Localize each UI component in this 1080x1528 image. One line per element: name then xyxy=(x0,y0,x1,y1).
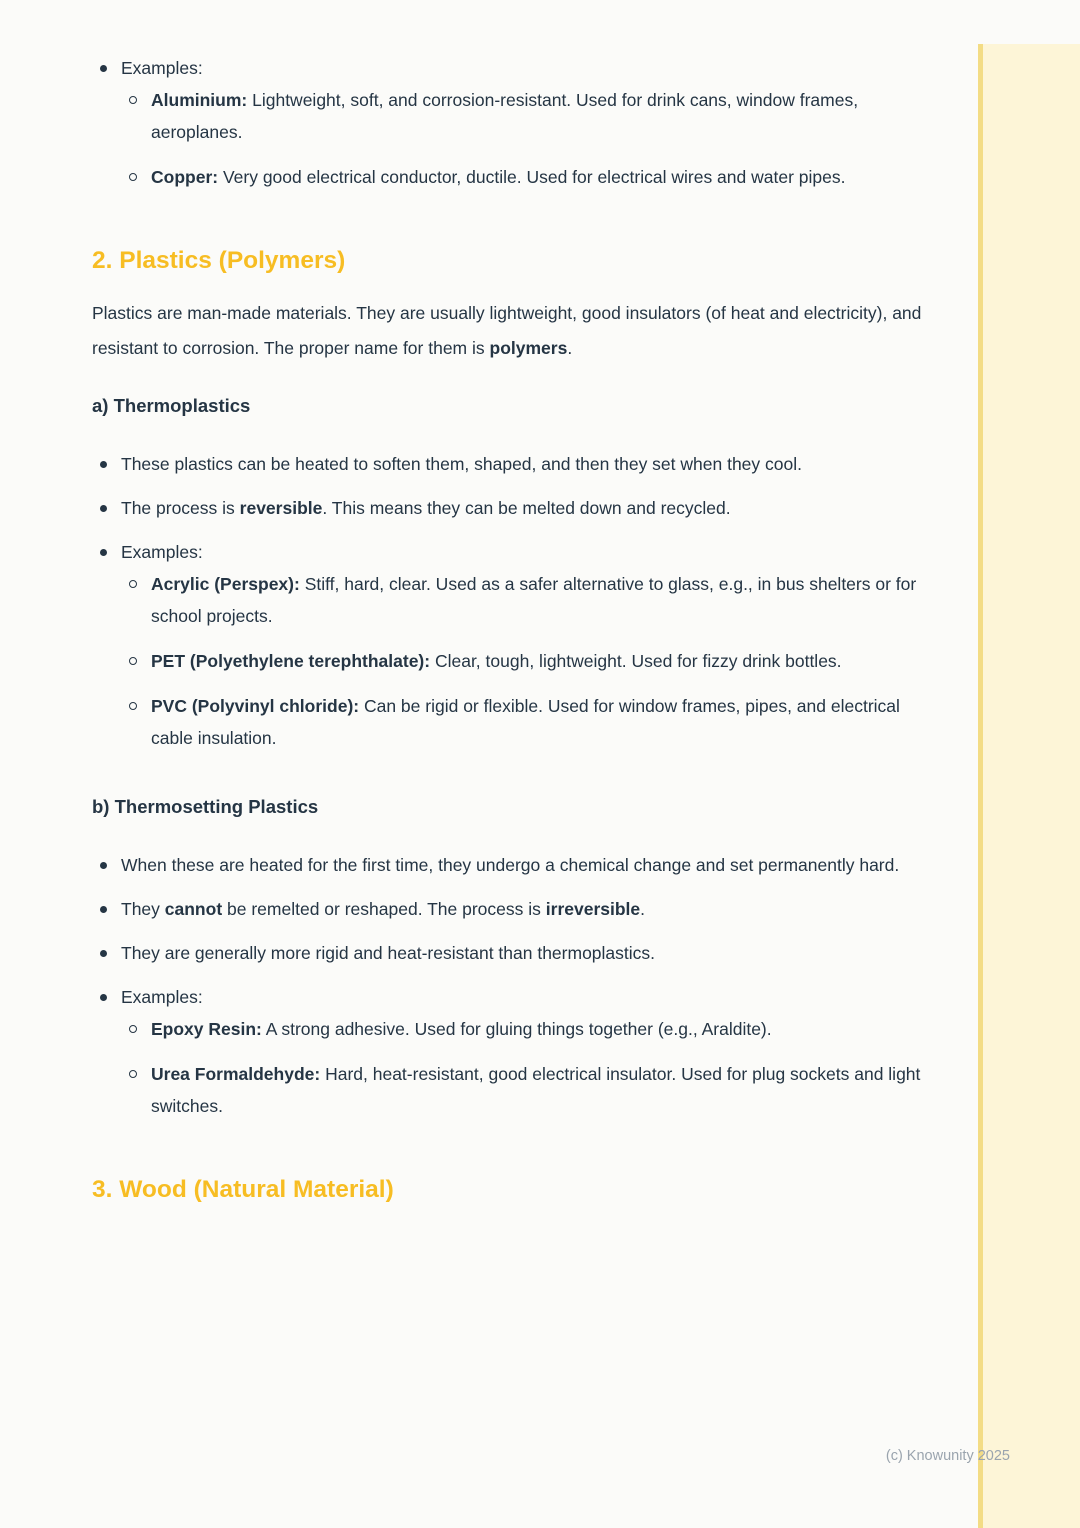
list-item-text xyxy=(121,52,940,206)
list-item-text: They are generally more rigid and heat-resistant than thermoplastics. xyxy=(121,943,656,963)
list-item xyxy=(92,981,940,1135)
list-item xyxy=(92,448,940,480)
section-heading-plastics: 2. Plastics (Polymers) xyxy=(92,247,346,274)
section-heading-wood: 3. Wood (Natural Material) xyxy=(92,1176,394,1203)
term: Acrylic (Perspex): xyxy=(151,574,300,594)
list-item xyxy=(92,536,940,767)
list-item-text: When these are heated for the first time, they undergo a chemical change and set permanently hard. xyxy=(121,855,900,875)
list-item-text xyxy=(121,492,940,524)
thermosetting-list xyxy=(92,849,940,1135)
description: Lightweight, soft, and corrosion-resistant. Used for drink cans, window frames, aeroplanes. xyxy=(151,90,859,142)
text-run-bold: irreversible xyxy=(545,899,641,919)
metals-examples-list xyxy=(92,52,940,206)
list-item-text xyxy=(151,161,940,193)
list-item-text xyxy=(121,893,940,925)
term: Urea Formaldehyde: xyxy=(151,1064,321,1084)
text-run-bold: polymers xyxy=(489,338,568,358)
bullet-icon xyxy=(100,549,107,556)
text-run: . This means they can be melted down and recycled. xyxy=(322,498,731,518)
bullet-icon xyxy=(100,505,107,512)
bullet-icon xyxy=(100,862,107,869)
text-run: They xyxy=(121,899,165,919)
text-run: be remelted or reshaped. The process is xyxy=(222,899,546,919)
text-run: . xyxy=(640,899,646,919)
text-run-bold: reversible xyxy=(239,498,323,518)
bullet-icon xyxy=(100,461,107,468)
list-item-text xyxy=(151,568,940,632)
list-item xyxy=(92,937,940,969)
term: Epoxy Resin: xyxy=(151,1019,262,1039)
term: Aluminium: xyxy=(151,90,248,110)
right-accent-stripe xyxy=(978,44,1080,1528)
document-content xyxy=(92,0,940,1225)
list-item xyxy=(121,1058,940,1122)
thermoplastics-list xyxy=(92,448,940,767)
list-item-text xyxy=(151,84,940,148)
list-item-text xyxy=(151,645,940,677)
bullet-icon xyxy=(100,906,107,913)
text-run: The process is xyxy=(121,498,240,518)
list-item xyxy=(121,84,940,148)
term: Copper: xyxy=(151,167,219,187)
text-run: . xyxy=(567,338,573,358)
list-item xyxy=(92,849,940,881)
sub-heading-thermoplastics: a) Thermoplastics xyxy=(92,395,251,416)
list-item-text xyxy=(121,536,940,767)
circle-bullet-icon xyxy=(129,96,137,104)
text-run: Examples: xyxy=(121,58,203,78)
description: A strong adhesive. Used for gluing things together (e.g., Araldite). xyxy=(261,1019,772,1039)
list-item xyxy=(121,568,940,632)
description: Can be rigid or flexible. Used for window frames, pipes, and electrical cable insulation. xyxy=(151,696,900,748)
plastics-intro-paragraph xyxy=(92,296,940,366)
list-item xyxy=(121,161,940,193)
text-run: Examples: xyxy=(121,987,203,1007)
list-item xyxy=(92,52,940,206)
description: Hard, heat-resistant, good electrical insulator. Used for plug sockets and light switches. xyxy=(151,1064,921,1116)
list-item-text xyxy=(151,690,940,754)
list-item-text xyxy=(151,1058,940,1122)
description: Stiff, hard, clear. Used as a safer alternative to glass, e.g., in bus shelters or for school projects. xyxy=(151,574,917,626)
term: PVC (Polyvinyl chloride): xyxy=(151,696,360,716)
term: PET (Polyethylene terephthalate): xyxy=(151,651,431,671)
description: Clear, tough, lightweight. Used for fizzy drink bottles. xyxy=(430,651,842,671)
list-item xyxy=(121,690,940,754)
thermoplastics-examples-sublist xyxy=(121,568,940,754)
list-item xyxy=(121,645,940,677)
text-run: Plastics are man-made materials. They are usually lightweight, good insulators (of heat and electricity), and resistant to corrosion. The proper name for them is xyxy=(92,303,922,358)
bullet-icon xyxy=(100,994,107,1001)
list-item xyxy=(92,492,940,524)
text-run: Examples: xyxy=(121,542,203,562)
list-item-text: These plastics can be heated to soften them, shaped, and then they set when they cool. xyxy=(121,454,802,474)
circle-bullet-icon xyxy=(129,1025,137,1033)
text-run-bold: cannot xyxy=(164,899,223,919)
sub-heading-thermosetting: b) Thermosetting Plastics xyxy=(92,796,319,817)
circle-bullet-icon xyxy=(129,657,137,665)
metals-examples-sublist xyxy=(121,84,940,193)
list-item xyxy=(92,893,940,925)
circle-bullet-icon xyxy=(129,580,137,588)
circle-bullet-icon xyxy=(129,1070,137,1078)
copyright-notice: (c) Knowunity 2025 xyxy=(885,1448,1010,1464)
list-item xyxy=(121,1013,940,1045)
list-item-text xyxy=(121,981,940,1135)
list-item-text xyxy=(151,1013,940,1045)
circle-bullet-icon xyxy=(129,702,137,710)
description: Very good electrical conductor, ductile. Used for electrical wires and water pipes. xyxy=(218,167,846,187)
circle-bullet-icon xyxy=(129,173,137,181)
bullet-icon xyxy=(100,65,107,72)
thermosetting-examples-sublist xyxy=(121,1013,940,1122)
bullet-icon xyxy=(100,950,107,957)
